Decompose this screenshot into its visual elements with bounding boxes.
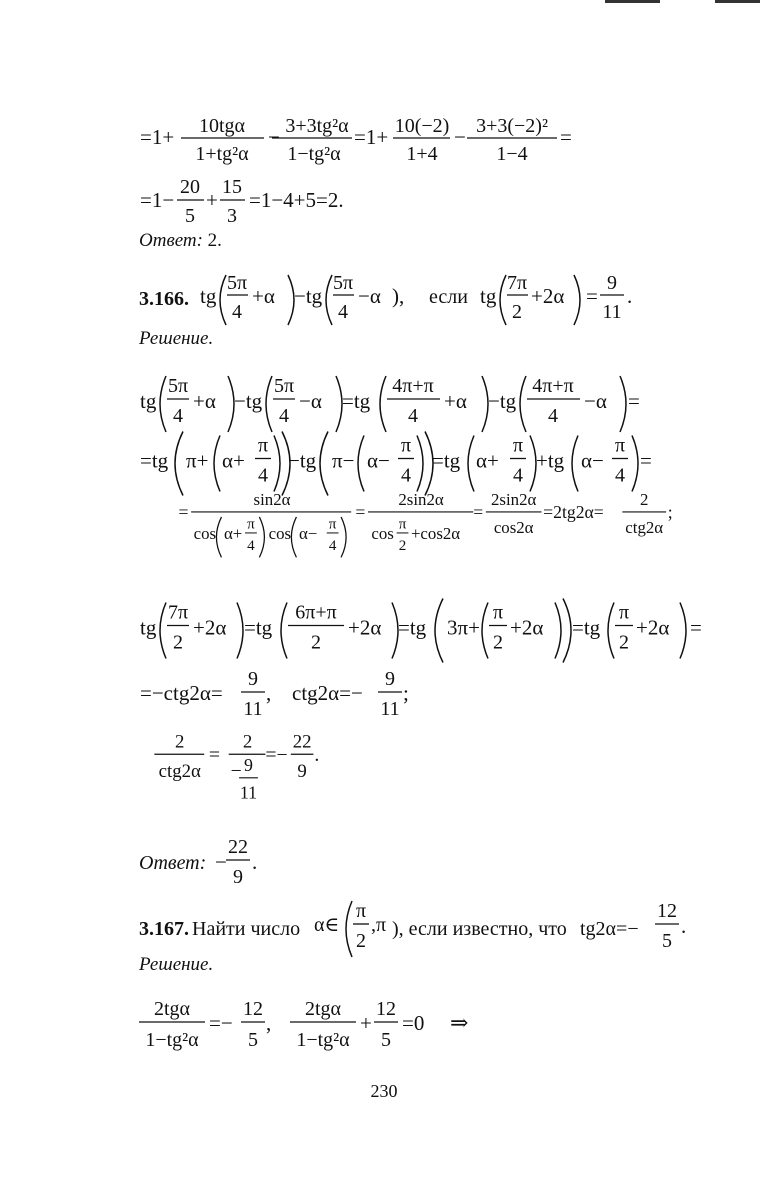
math-text: 9 [244, 755, 253, 776]
math-text: 9 [248, 668, 258, 690]
math-text: 5π [332, 272, 354, 294]
parenthesis [214, 436, 220, 492]
parenthesis [160, 376, 166, 432]
parenthesis [346, 901, 352, 957]
math-text: 9 [607, 272, 617, 294]
math-text: =tg [572, 615, 601, 640]
math-text: +cos2α [410, 523, 461, 543]
math-text: 2tgα [304, 998, 342, 1020]
math-text: =tg [140, 448, 169, 473]
math-text: 9 [233, 866, 243, 888]
math-text: π [247, 515, 255, 533]
math-text: π [400, 434, 412, 457]
math-text: +α [444, 389, 467, 413]
math-text: =1−4+5=2. [249, 188, 344, 212]
math-text: −tg [234, 389, 263, 413]
math-text: 4 [247, 536, 255, 554]
math-text: + [360, 1011, 372, 1035]
math-text: cos [371, 523, 394, 543]
math-text: 4π+π [392, 375, 434, 397]
math-text: ctg2α [625, 517, 664, 537]
math-text: 1−tg²α [287, 143, 341, 165]
math-text: 10(−2) [394, 115, 450, 137]
math-text: −tg [288, 448, 317, 473]
parenthesis [574, 275, 580, 325]
parenthesis [563, 599, 571, 663]
math-text: sin2α [253, 490, 291, 510]
math-text: = [178, 501, 189, 522]
math-text: −α [584, 389, 607, 413]
math-text: 7π [506, 272, 528, 294]
math-text: =tg [342, 389, 371, 413]
math-text: если [429, 286, 468, 308]
math-text: 11 [239, 782, 258, 803]
parenthesis [482, 603, 488, 659]
parenthesis [680, 603, 686, 659]
math-text: ; [403, 681, 409, 705]
math-text: =− [265, 743, 288, 766]
math-text: 2 [619, 631, 629, 654]
math-text: 2 [173, 631, 183, 654]
math-text: 2 [356, 930, 366, 952]
math-text: 4 [513, 464, 523, 487]
parenthesis [620, 376, 626, 432]
math-text: − [230, 759, 242, 782]
math-text: Найти число [192, 918, 301, 940]
math-text: 2sin2α [398, 490, 444, 510]
math-text: +tg [536, 448, 565, 473]
math-text: 4 [338, 301, 348, 323]
math-text: 5 [662, 930, 672, 952]
math-text: ), если известно, что [392, 918, 567, 940]
math-text: 3+3(−2)² [476, 115, 548, 137]
answer-value: 2. [207, 230, 222, 251]
math-text: 4 [173, 405, 183, 427]
math-text: =tg [432, 448, 461, 473]
math-text: −tg [488, 389, 517, 413]
math-text: tg [140, 615, 157, 640]
math-text: 1+tg²α [195, 143, 249, 165]
parenthesis [500, 275, 506, 325]
math-text: = [640, 448, 652, 473]
math-text: 5 [185, 205, 195, 227]
parenthesis [259, 517, 264, 557]
equation-line-9 [0, 985, 768, 1065]
parenthesis [326, 275, 332, 325]
math-text: 20 [180, 176, 200, 198]
math-text: tg [140, 389, 157, 413]
math-text: +2α [193, 615, 227, 640]
math-text: 2 [311, 631, 321, 654]
equation-line-5 [0, 490, 768, 570]
math-text: π+ [186, 448, 209, 473]
math-text: π [492, 601, 504, 624]
math-text: 1−tg²α [145, 1029, 199, 1051]
math-text: − [268, 125, 280, 149]
math-text: π [328, 515, 337, 533]
math-text: 2sin2α [491, 490, 537, 510]
solution-heading: Решение. [139, 328, 214, 349]
math-text: α+ [224, 523, 243, 543]
parenthesis [380, 376, 386, 432]
parenthesis [341, 517, 346, 557]
math-text: 4 [401, 464, 411, 487]
math-text: +2α [348, 615, 382, 640]
math-text: α− [298, 523, 318, 543]
math-text: 9 [385, 668, 395, 690]
math-text: +2α [636, 615, 670, 640]
math-text: π [512, 434, 524, 457]
math-text: . [627, 284, 633, 308]
equation-line-2 [0, 165, 768, 245]
math-text: − [215, 850, 227, 874]
parenthesis [160, 603, 166, 659]
parenthesis [291, 517, 296, 557]
math-text: 4π+π [532, 375, 574, 397]
math-text: =1+ [354, 125, 389, 149]
parenthesis [358, 436, 364, 492]
math-text: 4 [548, 405, 558, 427]
math-text: +2α [510, 615, 544, 640]
parenthesis [608, 603, 614, 659]
math-text: =1+ [140, 125, 175, 149]
math-text: α− [367, 448, 390, 473]
math-text: π [398, 515, 407, 533]
parenthesis [274, 436, 280, 492]
math-text: π [257, 434, 269, 457]
math-text: −α [358, 284, 381, 308]
math-text: α− [581, 448, 604, 473]
math-text: = [690, 615, 702, 640]
math-text: 3.167. [139, 918, 189, 940]
math-text: tg2α=− [580, 918, 639, 940]
math-text: +2α [531, 284, 565, 308]
math-text: cos2α [493, 517, 534, 537]
equation-line-7 [0, 655, 768, 735]
page-number: 230 [370, 1081, 398, 1101]
math-text: = [628, 389, 640, 413]
math-text: π [614, 434, 626, 457]
parenthesis [632, 436, 638, 492]
answer-line [139, 230, 222, 252]
equation-line-8 [0, 727, 768, 807]
math-text: = [586, 284, 598, 308]
math-text: . [681, 914, 687, 938]
math-text: 1−tg²α [296, 1029, 350, 1051]
math-text: =− [209, 1011, 233, 1035]
math-text: + [206, 188, 218, 212]
math-text: =2tg2α= [543, 501, 604, 522]
parenthesis [237, 603, 243, 659]
math-text: 5π [226, 272, 248, 294]
math-text: 12 [243, 998, 263, 1020]
math-text: 4 [232, 301, 242, 323]
math-text: ⇒ [450, 1010, 469, 1035]
math-text: 7π [167, 601, 189, 624]
scan-artifact [715, 0, 760, 3]
parenthesis [320, 432, 328, 496]
parenthesis [468, 436, 474, 492]
math-text: 4 [408, 405, 418, 427]
math-text: 2 [512, 301, 522, 323]
parenthesis [572, 436, 578, 492]
math-text: =tg [398, 615, 427, 640]
math-text: cos [193, 523, 217, 543]
math-text: 15 [222, 176, 242, 198]
math-text: π [618, 601, 630, 624]
math-text: = [355, 501, 366, 522]
solution-heading-2: Решение. [139, 954, 214, 975]
math-text: 22 [228, 836, 248, 858]
math-text: 6π+π [295, 601, 337, 624]
math-text: =1− [140, 188, 175, 212]
math-text: 3π+ [447, 615, 480, 640]
math-text: . [252, 850, 258, 874]
math-text: 4 [258, 464, 268, 487]
math-text: cos [268, 523, 292, 543]
math-text: tg [480, 284, 497, 308]
math-text: 2 [639, 490, 649, 510]
problem-3-167 [0, 888, 768, 968]
math-text: −tg [294, 284, 323, 308]
math-text: 10tgα [198, 115, 246, 137]
math-text: =0 [402, 1011, 425, 1035]
math-text: ctg2α=− [292, 681, 363, 705]
math-text: 5 [248, 1029, 258, 1051]
math-text: = [473, 501, 484, 522]
math-text: 9 [297, 760, 307, 782]
parenthesis [555, 603, 561, 659]
parenthesis [266, 376, 272, 432]
math-text: ,π [371, 914, 387, 936]
math-text: +α [193, 389, 216, 413]
math-text: = [560, 125, 572, 149]
math-text: α+ [476, 448, 499, 473]
math-text: 3+3tg²α [285, 115, 349, 137]
math-text: 1−4 [496, 143, 528, 165]
math-text: =tg [244, 615, 273, 640]
math-text: α∈ [314, 914, 340, 936]
math-text: tg [200, 284, 217, 308]
math-text: , [266, 681, 272, 705]
math-text: 12 [376, 998, 396, 1020]
problem-3-166 [0, 260, 768, 340]
math-text: 2tgα [153, 998, 191, 1020]
math-text: , [266, 1011, 272, 1035]
parenthesis [417, 436, 423, 492]
math-text: ), [392, 284, 405, 308]
math-text: Ответ: [139, 852, 207, 874]
math-text: − [454, 125, 466, 149]
math-text: 2 [242, 731, 253, 753]
math-text: 4 [615, 464, 625, 487]
math-text: 1+4 [406, 143, 438, 165]
math-text: =−ctg2α= [140, 681, 223, 705]
math-text: 3.166. [139, 288, 189, 310]
math-text: −α [299, 389, 322, 413]
math-text: 2 [398, 536, 407, 554]
math-text: 2 [175, 731, 185, 753]
math-text: 2 [493, 631, 503, 654]
parenthesis [281, 603, 287, 659]
math-text: 11 [602, 301, 622, 323]
math-text: = [208, 743, 221, 766]
parenthesis [220, 275, 226, 325]
math-text: 12 [657, 900, 677, 922]
math-text: 5 [381, 1029, 391, 1051]
math-text: . [314, 743, 320, 766]
math-text: 5π [167, 375, 189, 397]
parenthesis [175, 432, 183, 496]
answer-label: Ответ: [139, 230, 203, 251]
parenthesis [216, 517, 221, 557]
math-text: 4 [328, 536, 337, 554]
scan-artifact [605, 0, 660, 3]
parenthesis [520, 376, 526, 432]
math-text: 4 [279, 405, 289, 427]
parenthesis [435, 599, 443, 663]
math-text: ctg2α [158, 760, 201, 782]
math-text: 5π [273, 375, 295, 397]
math-text: α+ [222, 448, 245, 473]
math-text: 3 [227, 205, 237, 227]
math-text: 11 [380, 698, 400, 720]
math-text: 11 [243, 698, 263, 720]
math-text: ; [667, 501, 673, 522]
math-text: +α [252, 284, 275, 308]
math-text: π− [332, 448, 355, 473]
math-text: π [355, 900, 367, 922]
math-text: 22 [292, 731, 312, 753]
